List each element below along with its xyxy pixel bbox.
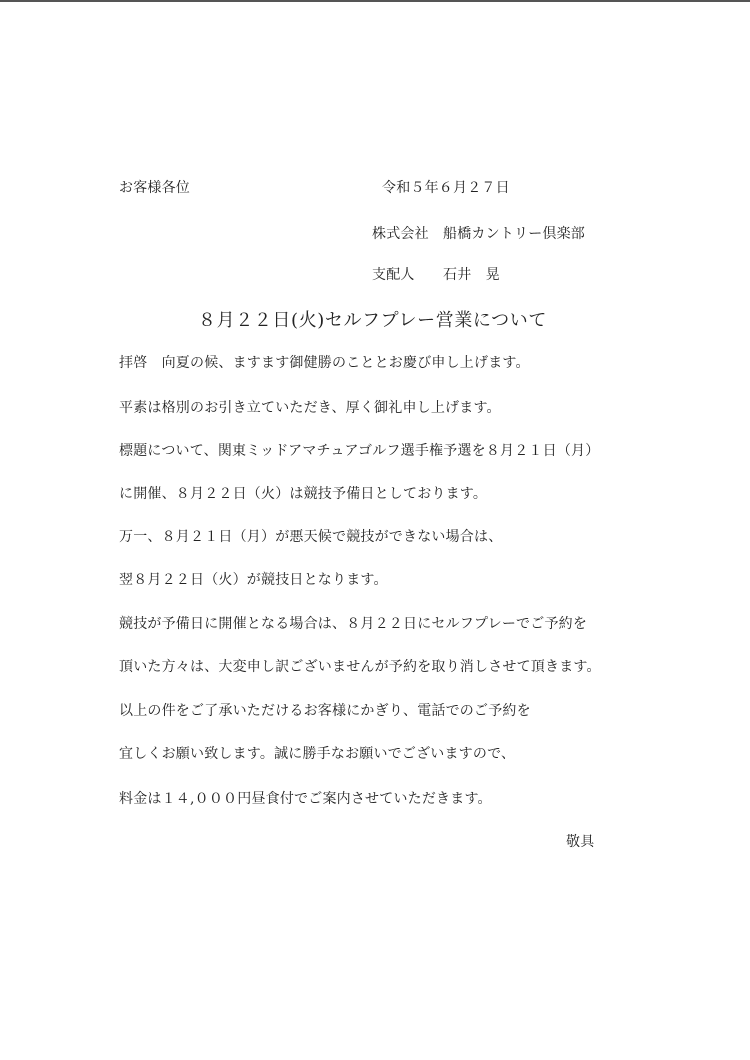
body-line: 翌８月２２日（火）が競技日となります。 — [119, 572, 388, 588]
closing-word: 敬具 — [566, 834, 595, 850]
letter-date: 令和５年６月２７日 — [382, 180, 510, 196]
recipient: お客様各位 — [119, 180, 190, 196]
company-name: 株式会社 船橋カントリー倶楽部 — [372, 226, 585, 242]
body-line: 平素は格別のお引き立ていただき、厚く御礼申し上げます。 — [119, 400, 501, 416]
manager-name: 支配人 石井 晃 — [372, 267, 500, 283]
body-line: 競技が予備日に開催となる場合は、８月２２日にセルフプレーでご予約を — [119, 616, 588, 632]
body-line: 頂いた方々は、大変申し訳ございませんが予約を取り消しさせて頂きます。 — [119, 659, 601, 675]
body-line: 拝啓 向夏の候、ますます御健勝のこととお慶び申し上げます。 — [119, 355, 530, 371]
body-line: に開催、８月２２日（火）は競技予備日としております。 — [119, 486, 488, 502]
body-line: 万一、８月２１日（月）が悪天候で競技ができない場合は、 — [119, 529, 503, 545]
body-line: 以上の件をご了承いただけるお客様にかぎり、電話でのご予約を — [119, 703, 531, 719]
body-line: 標題について、関東ミッドアマチュアゴルフ選手権予選を８月２１日（月） — [119, 443, 600, 459]
letter-title: ８月２２日(火)セルフプレー営業について — [198, 310, 547, 331]
body-line: 宜しくお願い致します。誠に勝手なお願いでございますので、 — [119, 746, 516, 762]
body-line: 料金は１４,０００円昼食付でご案内させていただきます。 — [119, 791, 492, 807]
